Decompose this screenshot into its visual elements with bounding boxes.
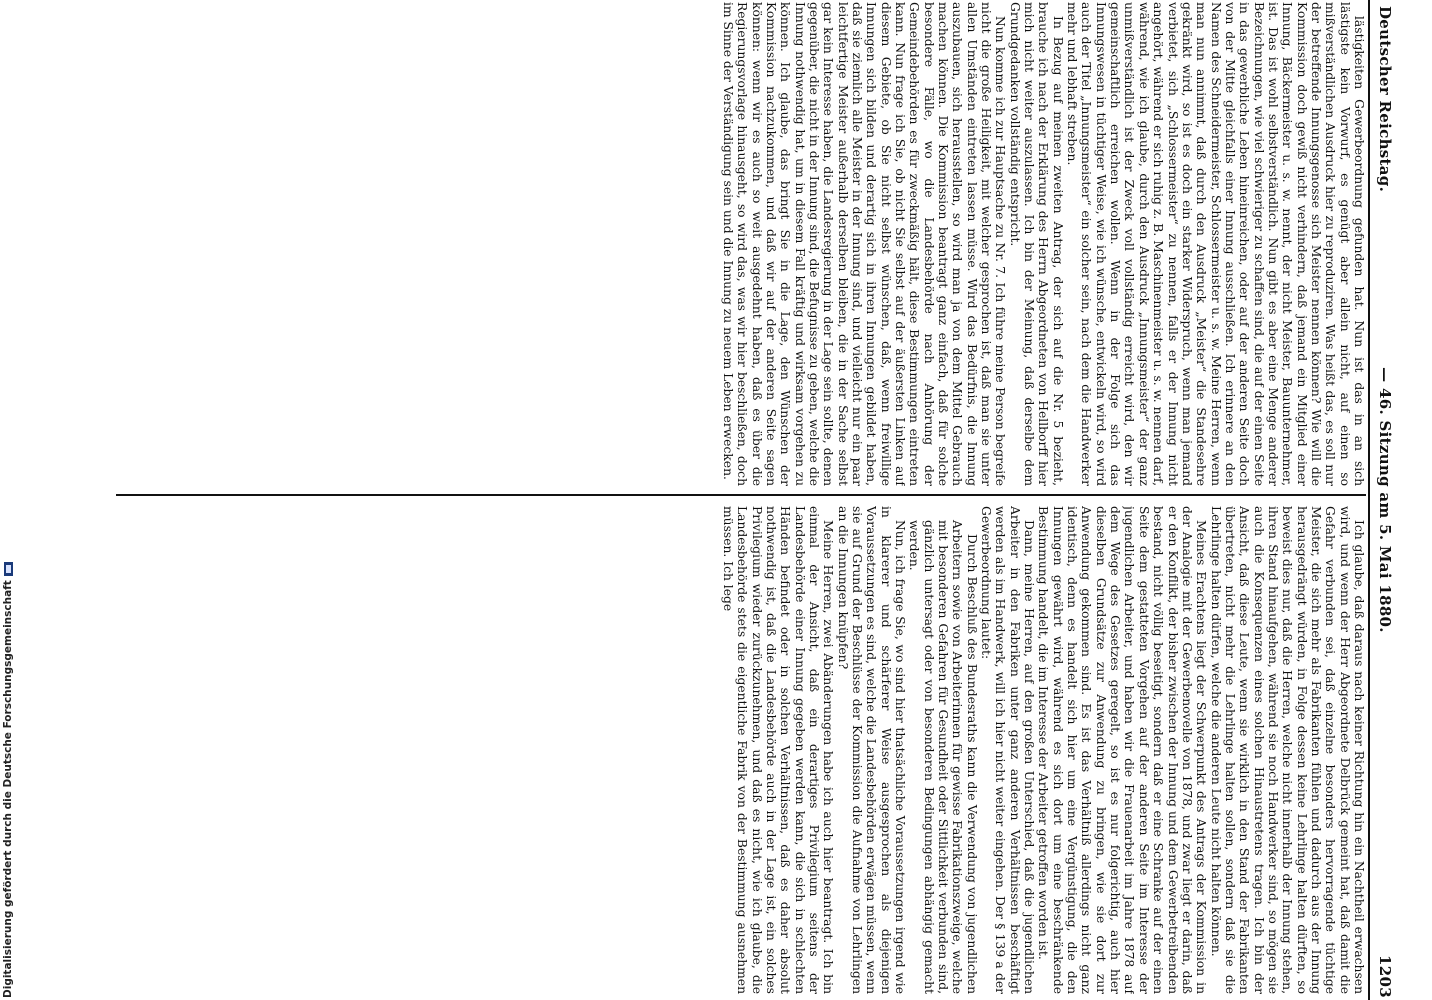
rotated-document-page xyxy=(110,0,1400,1000)
right-column xyxy=(116,506,1366,994)
dfg-logo-icon xyxy=(4,562,13,576)
paragraph: Dann, meine Herren, auf den großen Unterschied, daß die jugendlichen Arbeiter in den Fabriken unter ganz anderen Verhältnissen beschäftigt werden als im Handwerk, will ich hier nicht weiter eingehen. Der § 139 a der Gewerbeordnung lautet: xyxy=(979,506,1037,994)
header-publication: Deutscher Reichstag. xyxy=(1376,6,1394,193)
paragraph: Ich glaube, daß daraus nach keiner Richtung hin ein Nachtheil erwachsen wird, und wenn der Herr Abgeordnete Delbrück gemeint hat, daß damit die Gefahr verbunden sei, daß einzelne besonders hervorragende tüchtige Meister, die sich mehr als Fabrikanten fühlen und dadurch aus der Innung herausgedrängt würden, in Folge dessen keine Lehrlinge halten dürften, so beweist dies nur, daß die Herren, welche nicht innerhalb der Innung stehen, ihren Stand hinaufgehen, während sie noch Handwerker sind, so mögen sie auch die Konsequenzen eines solchen Hinaustretens tragen. Ich bin der Ansicht, daß diese Leute, wenn sie wirklich in den Stand der Fabrikanten übertreten, nicht mehr die Lehrlinge halten sollen, sondern daß sie die Lehrlinge halten dürfen, welche die anderen Leute nicht halten können. xyxy=(1208,506,1366,994)
credit-text: Digitalisierung gefördert durch die Deutsche Forschungsgemeinschaft xyxy=(2,580,14,998)
column-divider xyxy=(116,494,1366,496)
header-session: — 46. Sitzung am 5. Mai 1880. xyxy=(1376,367,1394,633)
paragraph: Meines Erachtens liegt der Schwerpunkt des Antrags der Kommission in der Analogie mit der Gewerbenovelle von 1878, und zwar liegt er darin, daß er den Konflikt, der bisher zwischen der Innung und dem Gewerbetreibenden bestand, nicht völlig beseitigt, sondern daß er eine Schranke auf der einen Seite dem gestatteten Vorgehen auf der anderen Seite im Interesse der jugendlichen Arbeiter, und haben wir die Frauenarbeit im Jahre 1878 auf dem Wege des Gesetzes geregelt, so ist es nur folgerichtig, auch hier dieselben Grundsätze zur Anwendung zu bringen, wie sie dort zur Anwendung gekommen sind. Es ist das Verhältniß allerdings nicht ganz identisch, denn es handelt sich hier um eine Vergünstigung, die den Innungen gewährt wird, während es sich dort um eine beschränkende Bestimmung handelt, die im Interesse der Arbeiter getroffen worden ist. xyxy=(1036,506,1209,994)
left-column xyxy=(116,2,1366,486)
header-page-number: 1203 xyxy=(1376,955,1394,998)
running-header xyxy=(1372,0,1394,1000)
digitization-credit xyxy=(2,562,14,998)
paragraph: In Bezug auf meinen zweiten Antrag, der sich auf die Nr. 5 bezieht, brauche ich nach der Erklärung des Herrn Abgeordneten von Hellborff hier mich nicht weiter auszulassen. Ich bin der Meinung, daß derselbe dem Grundgedanken vollständig entspricht. xyxy=(1007,2,1065,486)
quoted-paragraph: Durch Beschluß des Bundesraths kann die Verwendung von jugendlichen Arbeitern sowie von Arbeiterinnen für gewisse Fabrikationszweige, welche mit besonderen Gefahren für Gesundheit oder Sittlichkeit verbunden sind, gänzlich untersagt oder von besonderen Bedingungen abhängig gemacht werden. xyxy=(907,520,979,994)
header-rule xyxy=(1368,0,1370,1000)
paragraph: Nun, ich frage Sie, wo sind hier thatsächliche Voraussetzungen irgend wie in klarerer und schärferer Weise ausgesprochen als diejenigen Voraussetzungen es sind, welche die Landesbehörden erwägen müssen, wenn sie auf Grund der Beschlüsse der Kommission die Aufnahme von Lehrlingen an die Innungen knüpfen? xyxy=(835,506,907,994)
paragraph: Meine Herren, zwei Abänderungen habe ich auch hier beantragt. Ich bin einmal der Ansicht, daß ein derartiges Privilegium seitens der Landesbehörde einer Innung gegeben werden kann, die sich in schlechten Händen befindet oder in solchen Verhältnissen, daß es daher absolut nothwendig ist, daß die Landesbehörde auch in der Lage ist, ein solches Privilegium wieder zurückzunehmen, und daß es nicht, wie ich glaube, die Landesbehörde stets die eigentliche Fabrik von der Bestimmung ausnehmen müssen. Ich lege xyxy=(720,506,836,994)
paragraph: lästigkeiten Gewerbeordnung gefunden hat. Nun ist das in an sich lästigste kein Vorwurf, es genügt aber allein nicht, auf einen so mißverständlichen Ausdruck hier zu reproduziren. Was heißt das, es soll nur der betreffende Innungsgenosse sich Meister nennen können? Wie will die Kommission doch gewiß nicht verhindern, daß jemand ein Mitglied einer Innung, Bäckermeister u. s. w. nennt, der nicht Meister, Bauunternehmer, ist. Das ist wohl selbstverständlich. Nun gibt es aber eine Menge anderer Bezeichnungen, wie viel schwieriger zu schaffen sind, die auf der einen Seite in das gewerbliche Leben hineinreichen, oder auf der anderen Seite doch von der Mitte gleichfalls einer Innung ausschließen. Ich erinnere an den Namen des Schneidermeister, Schlossermeister u. s. w. Meine Herren, wenn man nun annimmt, daß durch den Ausdruck „Meister“ die Standesehre gekränkt wird, so ist es doch ein starker Widerspruch, wenn man jemand verbietet, sich „Schlossermeister“ zu nennen, falls er der Innung nicht angehört, während er sich ruhig z. B. Maschinenmeister u. s. w. nennen darf, während, wie ich glaube, durch den Ausdruck „Innungsmeister“ der ganz unmißverständlich ist der Zweck voll vollständig erreicht wird, den wir gemeinschaftlich erreichen wollen. Wenn in der Folge sich das Innungswesen in tüchtiger Weise, wie ich wünsche, entwickeln wird, so wird auch der Titel „Innungsmeister“ ein solcher sein, nach dem die Handwerker mehr und lebhaft streben. xyxy=(1065,2,1366,486)
paragraph: Nun komme ich zur Hauptsache zu Nr. 7. Ich führe meine Person begreife nicht die große Heiligkeit, mit welcher gesprochen ist, daß man sie unter allen Umständen eintreten lassen müsse. Wird das Bedürfnis, die Innung auszubauen, sich herausstellen, so wird man ja von dem Mittel Gebrauch machen können. Die Kommission beantragt ganz einfach, daß für solche besondere Fälle, wo die Landesbehörde nach Anhörung der Gemeindebehörden es für zweckmäßig hält, diese Bestimmungen eintreten kann. Nun frage ich Sie, ob nicht Sie selbst auf der äußersten Linken auf diesem Gebiete, ob Sie nicht selbst wünschen, daß, wenn freiwillige Innungen sich bilden und derartig sich in ihren Innungen gebildet haben, daß sie ziemlich alle Meister in der Innung sind, und vielleicht nur ein paar leichtfertige Meister außerhalb derselben bleiben, die in der Sache selbst gar kein Interesse haben, die Landesregierung in der Lage sein sollte, denen gegenüber, die nicht in der Innung sind, die Befugnisse zu geben, welche die Innung nothwendig hat, um in diesem Fall kräftig und wirksam vorgehen zu können. Ich glaube, das bringt Sie in die Lage, den Wünschen der Kommission nachzukommen, und daß wir auf der anderen Seite sagen können: wenn wir es auch so weit ausgedehnt haben, daß es über die Regierungsvorlage hinausgeht, so wird das, was wir hier beschließen, doch im Sinne der Verständigung sein und die Innung zu neuem Leben erwecken. xyxy=(720,2,1008,486)
